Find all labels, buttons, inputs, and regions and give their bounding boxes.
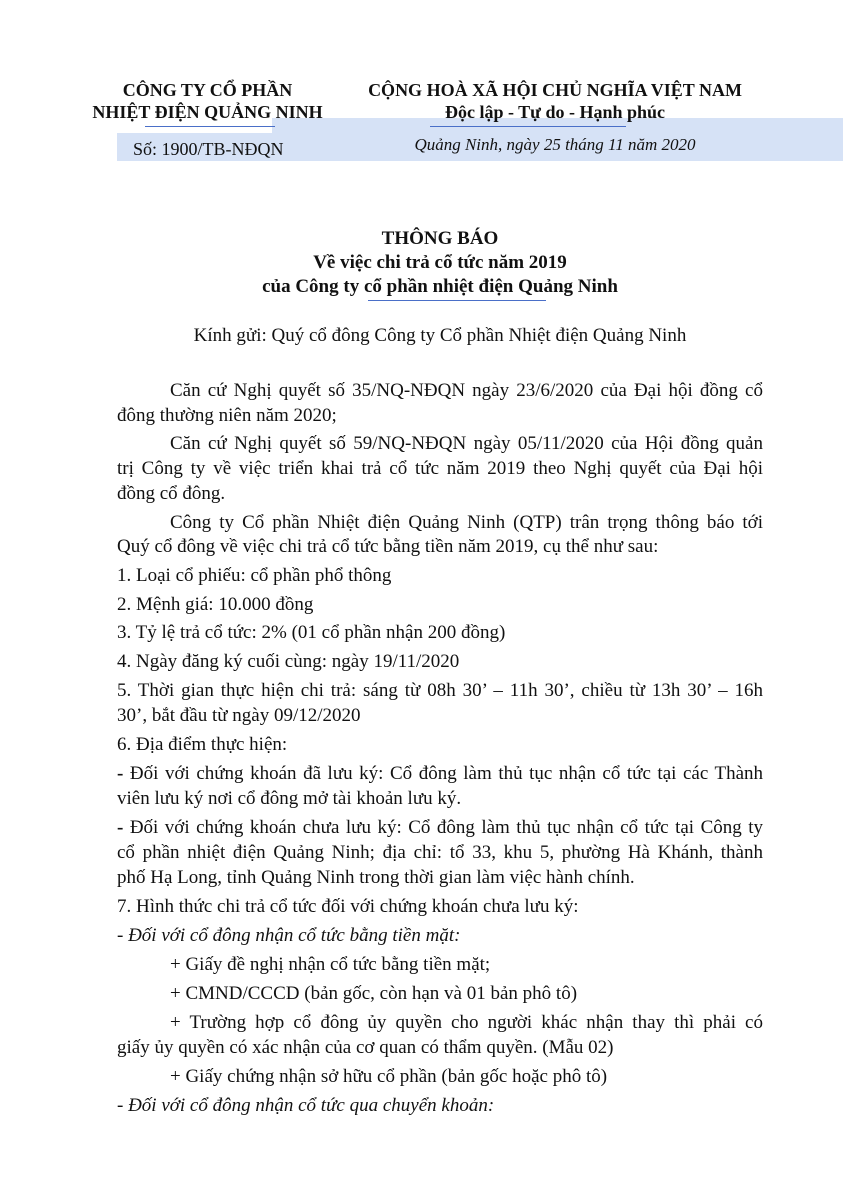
item-5-time-line-2: 30’, bắt đầu từ ngày 09/12/2020: [117, 705, 361, 726]
deposited-securities-line-2: viên lưu ký nơi cổ đông mở tài khoản lưu ký.: [117, 788, 462, 809]
item-2-par-value: 2. Mệnh giá: 10.000 đồng: [117, 594, 314, 615]
nation-motto: Độc lập - Tự do - Hạnh phúc: [444, 102, 666, 122]
cash-payment-heading: - Đối với cổ đông nhận cổ tức bằng tiền mặt:: [117, 925, 461, 946]
undeposited-text: Đối với chứng khoán chưa lưu ký: Cổ đông làm thủ tục nhận cổ tức tại Công ty: [129, 817, 763, 838]
notice-subject-line2: của Công ty cổ phần nhiệt điện Quảng Ninh: [262, 276, 618, 297]
deposited-text: Đối với chứng khoán đã lưu ký: Cổ đông làm thủ tục nhận cổ tức tại các Thành: [129, 763, 764, 784]
recipient-line: Kính gửi: Quý cổ đông Công ty Cổ phần Nhiệt điện Quảng Ninh: [193, 325, 687, 346]
document-number: Số: 1900/TB-NĐQN: [133, 139, 284, 159]
item-5-time-line-1: 5. Thời gian thực hiện chi trả: sáng từ 08h 30’ – 11h 30’, chiều từ 13h 30’ – 16h: [117, 680, 763, 701]
item-3-dividend-rate: 3. Tỷ lệ trả cổ tức: 2% (01 cổ phần nhận 200 đồng): [117, 622, 506, 643]
undeposited-securities-line-3: phố Hạ Long, tỉnh Quảng Ninh trong thời gian làm việc hành chính.: [117, 867, 635, 888]
deposited-dash: -: [117, 763, 130, 784]
company-name-line1: CÔNG TY CỔ PHẦN: [122, 80, 293, 100]
paragraph-2-line-3: đồng cổ đông.: [117, 483, 226, 504]
paragraph-1-line-1: Căn cứ Nghị quyết số 35/NQ-NĐQN ngày 23/6/2020 của Đại hội đồng cổ: [170, 380, 763, 401]
cash-requirement-3-line-1: + Trường hợp cổ đông ủy quyền cho người khác nhận thay thì phải có: [170, 1012, 763, 1033]
title-underline: [368, 300, 546, 301]
cash-requirement-1: + Giấy đề nghị nhận cổ tức bằng tiền mặt;: [170, 954, 491, 975]
notice-title: THÔNG BÁO: [381, 228, 499, 249]
paragraph-2-line-2: trị Công ty về việc triển khai trả cổ tức năm 2019 theo Nghị quyết của Đại hội: [117, 458, 763, 479]
transfer-payment-heading: - Đối với cổ đông nhận cổ tức qua chuyển khoản:: [117, 1095, 495, 1116]
place-and-date: Quảng Ninh, ngày 25 tháng 11 năm 2020: [414, 135, 696, 154]
notice-subject-line1: Về việc chi trả cổ tức năm 2019: [313, 252, 567, 273]
paragraph-1-line-2: đông thường niên năm 2020;: [117, 405, 337, 426]
cash-requirement-4: + Giấy chứng nhận sở hữu cổ phần (bản gốc hoặc phô tô): [170, 1066, 608, 1087]
item-4-record-date: 4. Ngày đăng ký cuối cùng: ngày 19/11/2020: [117, 651, 460, 672]
company-name-line2: NHIỆT ĐIỆN QUẢNG NINH: [92, 102, 323, 122]
deposited-securities-line-1: [117, 763, 763, 785]
item-6-location: 6. Địa điểm thực hiện:: [117, 734, 288, 755]
cash-requirement-3-line-2: giấy ủy quyền có xác nhận của cơ quan có thẩm quyền. (Mẫu 02): [117, 1037, 614, 1058]
undeposited-securities-line-1: [117, 817, 763, 839]
paragraph-3-line-2: Quý cổ đông về việc chi trả cổ tức bằng tiền năm 2019, cụ thể như sau:: [117, 536, 659, 557]
item-7-payment-method: 7. Hình thức chi trả cổ tức đối với chứng khoán chưa lưu ký:: [117, 896, 579, 917]
undeposited-securities-line-2: cổ phần nhiệt điện Quảng Ninh; địa chỉ: tổ 33, khu 5, phường Hà Khánh, thành: [117, 842, 763, 863]
cash-requirement-2: + CMND/CCCD (bản gốc, còn hạn và 01 bản phô tô): [170, 983, 578, 1004]
company-name-underline: [145, 126, 275, 127]
undeposited-dash: -: [117, 817, 130, 838]
paragraph-2-line-1: Căn cứ Nghị quyết số 59/NQ-NĐQN ngày 05/11/2020 của Hội đồng quản: [170, 433, 763, 454]
nation-name: CỘNG HOÀ XÃ HỘI CHỦ NGHĨA VIỆT NAM: [368, 80, 742, 100]
item-1-share-type: 1. Loại cổ phiếu: cổ phần phổ thông: [117, 565, 392, 586]
nation-motto-underline: [430, 126, 626, 127]
paragraph-3-line-1: Công ty Cổ phần Nhiệt điện Quảng Ninh (QTP) trân trọng thông báo tới: [170, 512, 763, 533]
